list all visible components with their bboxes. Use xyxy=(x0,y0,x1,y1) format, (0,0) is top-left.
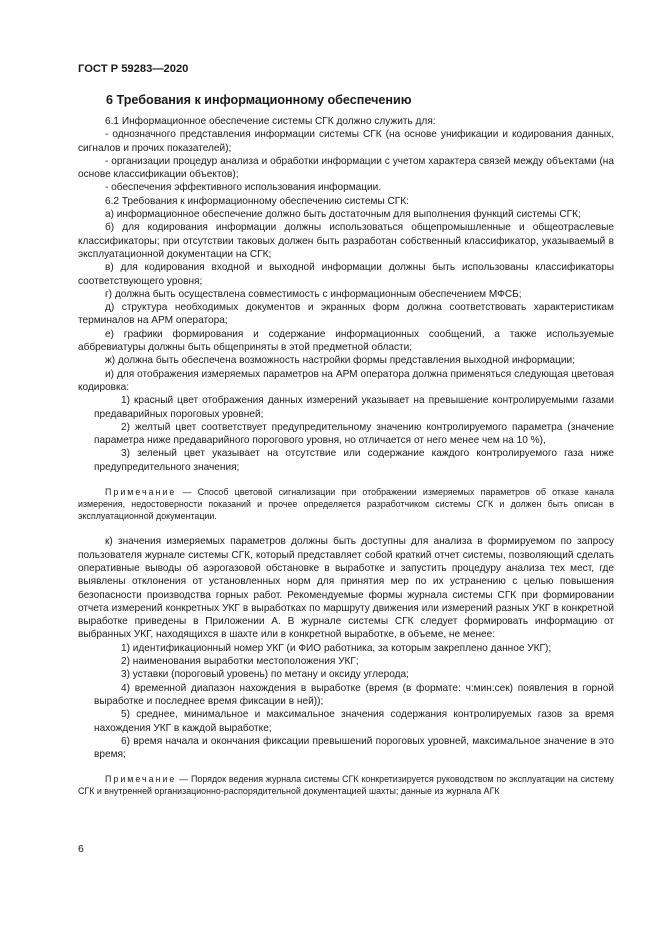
body-paragraph: ж) должна быть обеспечена возможность настройки формы представления выходной информации; xyxy=(105,355,575,367)
body-paragraph: 6.1 Информационное обеспечение системы СГК должно служить для: xyxy=(105,116,436,127)
body-paragraph: г) должна быть осуществлена совместимость с информационным обеспечением МФСБ; xyxy=(105,288,522,300)
list-subitem: 2) наименования выработки местоположения УКГ; xyxy=(121,656,359,668)
note-text: — Способ цветовой сигнализации при отображении измеряемых параметров об отказе канала измерения, недостоверности показаний и прочее определяется разработчиком системы СГК и должен быть описан в эксплуатационной документации. xyxy=(78,487,614,521)
body-paragraph: 6.2 Требования к информационному обеспечению системы СГК: xyxy=(105,195,409,207)
section-heading xyxy=(106,93,411,107)
body-paragraph: и) для отображения измеряемых параметров на АРМ оператора должна применяться следующая цветовая кодировка: xyxy=(78,368,614,393)
list-subitem: 5) среднее, минимальное и максимальное значения содержания контролируемых газов за время нахождения УКГ в каждой выработке; xyxy=(94,709,614,734)
body-paragraph: а) информационное обеспечение должно быть достаточным для выполнения функций системы СГК; xyxy=(105,209,581,221)
body-paragraph: - обеспечения эффективного использования информации. xyxy=(105,182,382,194)
page-number: 6 xyxy=(78,843,84,855)
section-title: Требования к информационному обеспечению xyxy=(116,93,412,107)
document-standard-header: ГОСТ Р 59283—2020 xyxy=(78,63,189,75)
body-paragraph: к) значения измеряемых параметров должны быть доступны для анализа в формируемом по запросу пользователя журнале системы СГК, который представляет собой краткий отчет системы, позволяющий сделать оперативные выводы об аэрогазовой обстановке в выработке и запустить процедуру анализа тех мест, где выявлены отклонения от установленных норм для принятия мер по их устранению с целью повышения безопасности производства горных работ. Рекомендуемые формы журнала системы СГК при формировании отчета измерений конкретных УКГ в выработках по маршруту движения или измерений разных УКГ в конкретной выработке приведены в Приложении А. В журнале системы СГК следует формировать информацию от выбранных УКГ, находящихся в шахте или в конкретной выработке, в объеме, не менее: xyxy=(78,536,614,641)
body-paragraph: б) для кодирования информации должны использоваться общепромышленные и общеотраслевые классификаторы; при отсутствии таковых должен быть разработан собственный классификатор, указываемый в эксплуатационной документации на СГК; xyxy=(78,222,614,260)
list-subitem: 4) временной диапазон нахождения в выработке (время (в формате: ч:мин:сек) появления в горной выработке и последнее время фиксации в ней)); xyxy=(94,682,614,707)
body-paragraph: - однозначного представления информации системы СГК (на основе унификации и кодирования данных, сигналов и прочих показателей); xyxy=(78,129,614,154)
note-label: Примечание xyxy=(105,774,177,785)
list-subitem: 2) желтый цвет соответствует предупредительному значению контролируемого параметра (значение параметра ниже предаварийного порогового уровня, но отличается от него менее чем на 10 %), xyxy=(94,421,614,447)
note-text: — Порядок ведения журнала системы СГК конкретизируется руководством по эксплуатации на систему СГК и внутренней организационно-распорядительной документацией шахты; данные из журнала АГК xyxy=(78,774,614,797)
list-subitem: 3) уставки (пороговый уровень) по метану и оксиду углерода; xyxy=(121,669,409,681)
body-paragraph: е) графики формирования и содержание информационных сообщений, а также используемые аббревиатуры должны быть общеприняты в этой предметной области; xyxy=(78,328,614,354)
note-paragraph xyxy=(78,774,614,798)
list-subitem: 3) зеленый цвет указывает на отсутствие или содержание каждого контролируемого газа ниже предупредительного значения; xyxy=(94,448,614,473)
body-paragraph: в) для кодирования входной и выходной информации должны быть использованы классификаторы соответствующего уровня; xyxy=(78,262,614,287)
note-paragraph xyxy=(78,487,614,522)
section-number: 6 xyxy=(106,93,114,107)
document-body xyxy=(78,115,614,798)
body-paragraph: - организации процедур анализа и обработки информации с учетом характера связей между объектами (на основе классификации объектов); xyxy=(78,155,614,181)
note-label: Примечание xyxy=(105,487,177,498)
list-subitem: 6) время начала и окончания фиксации превышений пороговых уровней, максимальное значение в это время; xyxy=(94,735,614,761)
list-subitem: 1) идентификационный номер УКГ (и ФИО работника, за которым закреплено данное УКГ); xyxy=(121,642,552,654)
list-subitem: 1) красный цвет отображения данных измерений указывает на превышение контролируемыми газами предаварийных пороговых уровней; xyxy=(94,395,614,420)
body-paragraph: д) структура необходимых документов и экранных форм должна соответствовать характеристикам терминалов на АРМ оператора; xyxy=(78,302,614,327)
